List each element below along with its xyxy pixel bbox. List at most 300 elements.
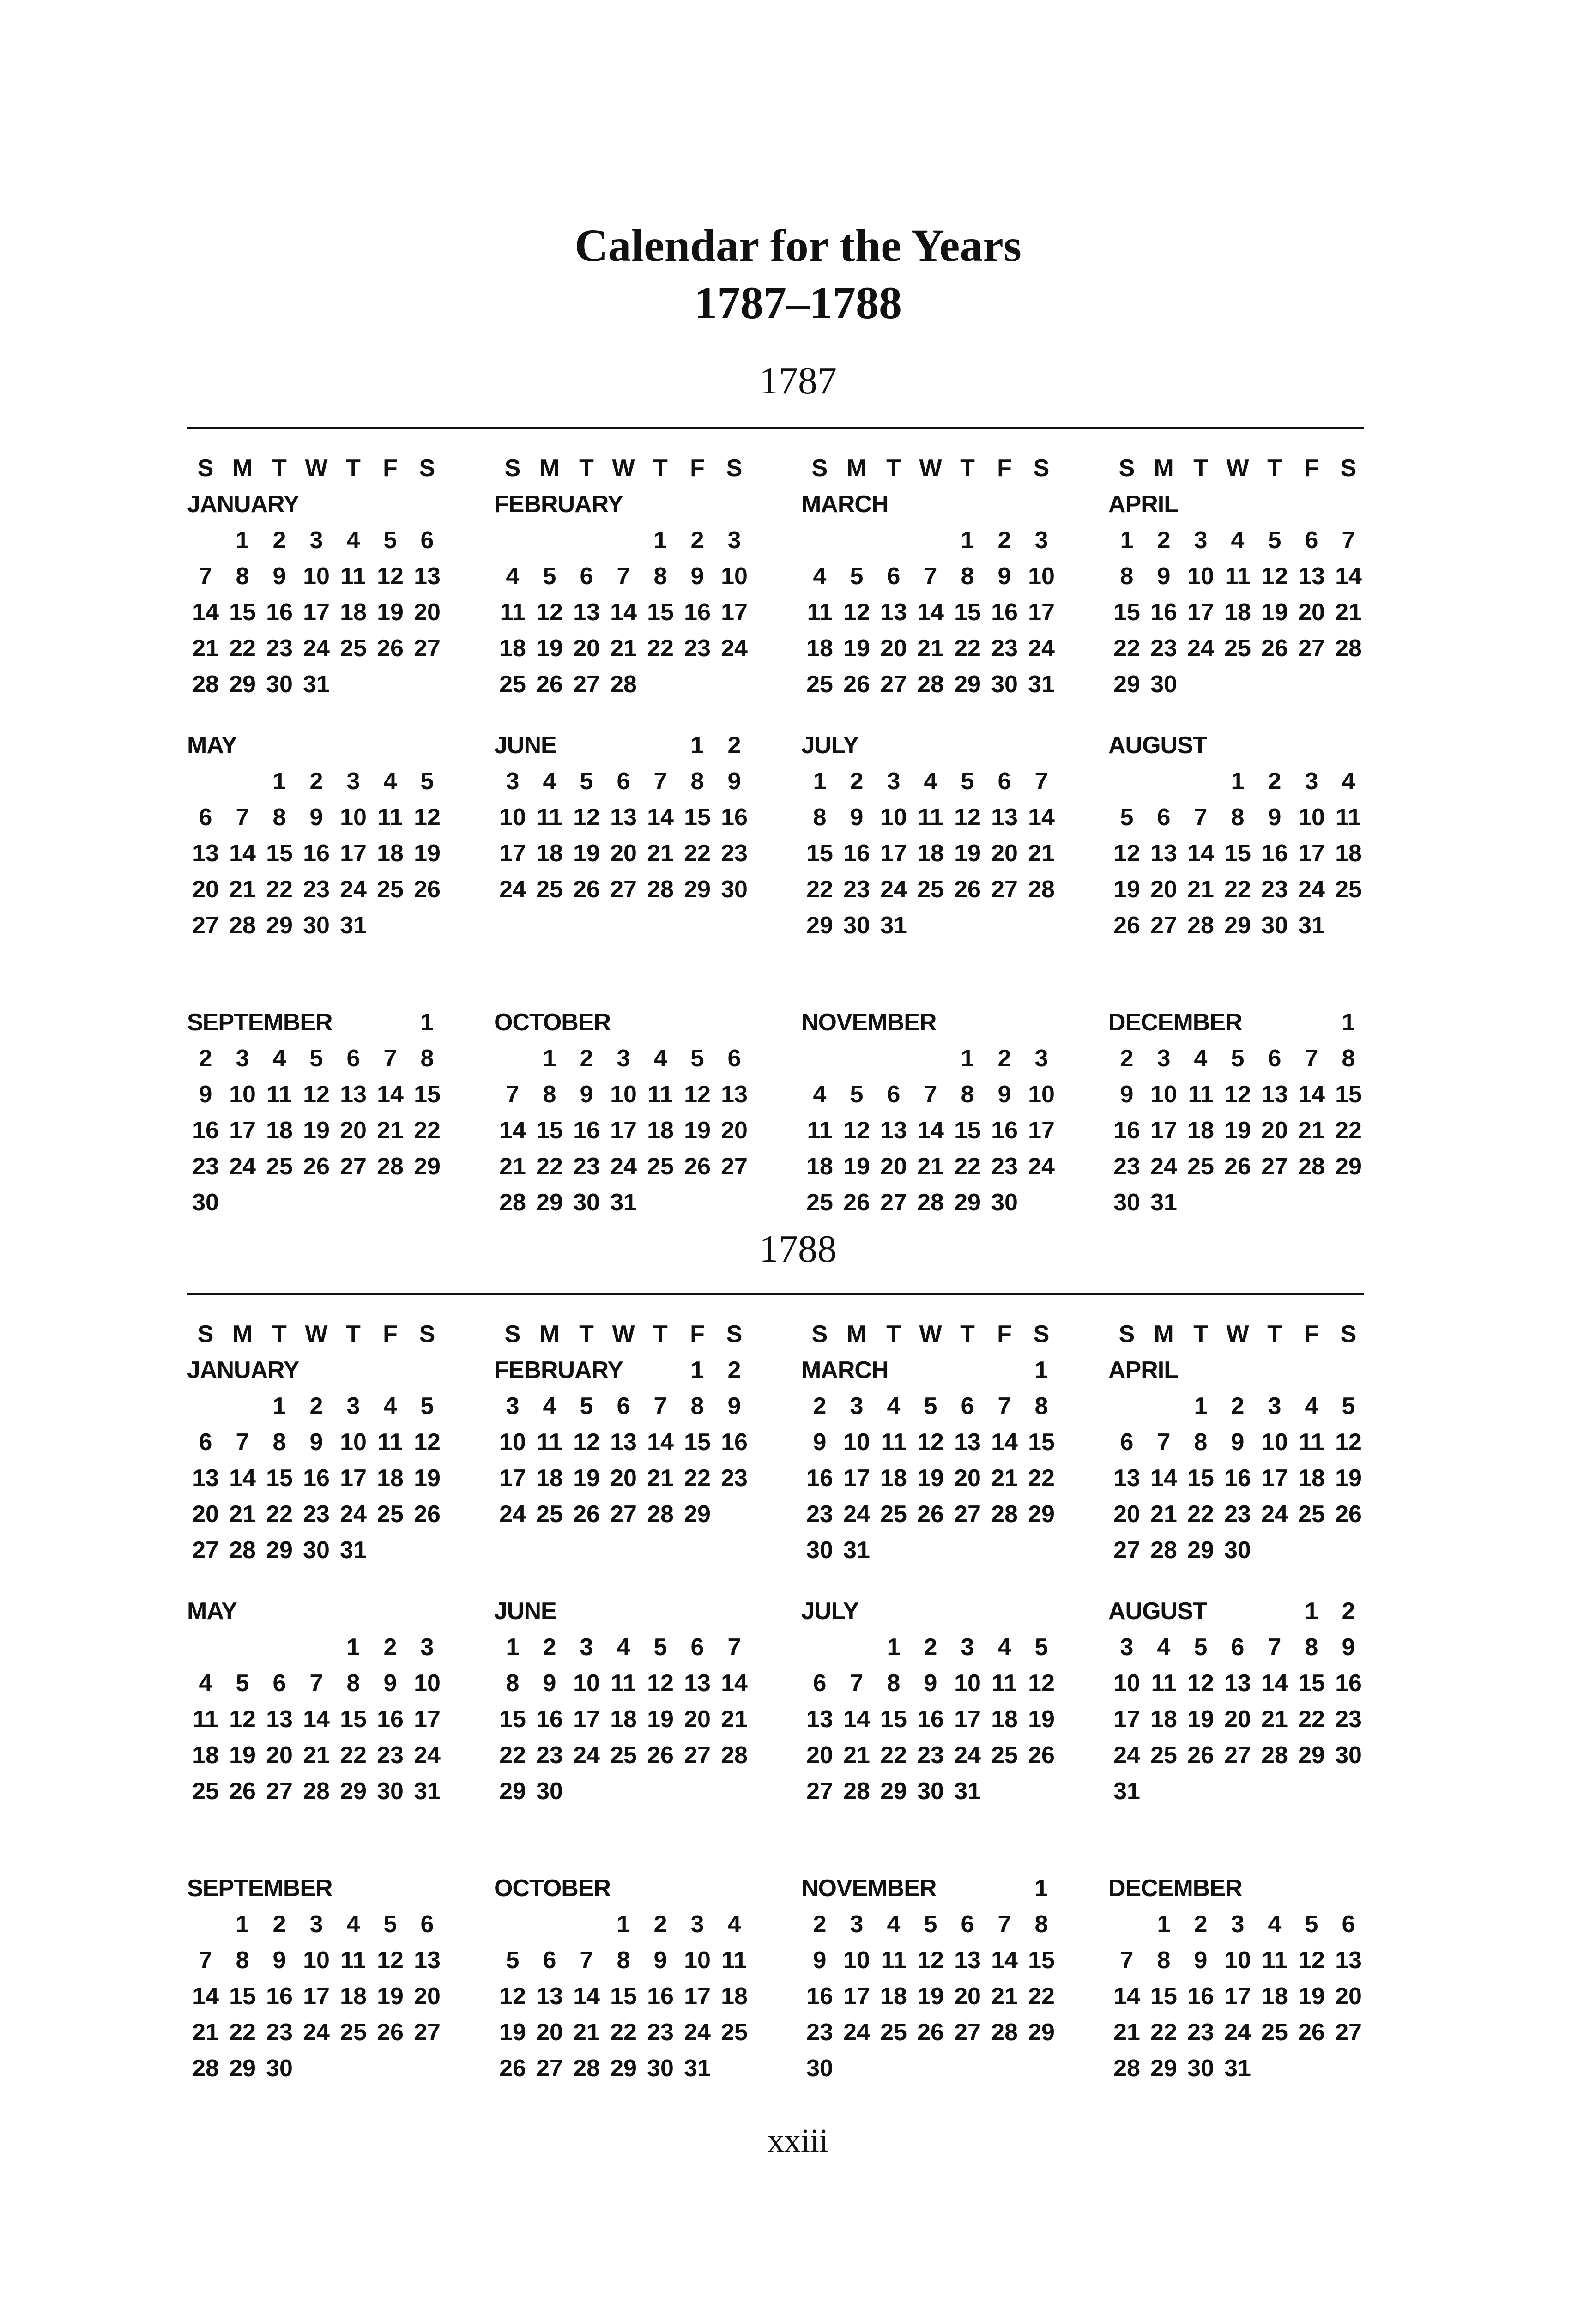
day-cell: 28 [1187,912,1214,939]
day-cell: 7 [199,1947,212,1974]
day-cell: 17 [721,599,748,626]
week-row [801,1942,1060,1978]
day-cell: 2 [309,768,323,795]
day-cell: 25 [721,2019,748,2046]
day-cell: 13 [340,1081,367,1108]
day-cell: 2 [1194,1911,1208,1938]
day-cell: 11 [1151,1670,1177,1697]
day-cell: 1 [346,1634,360,1661]
day-cell: 27 [954,1501,981,1528]
month-name-row [1108,486,1367,522]
month-name: JUNE [494,732,556,759]
weekday-header-row [187,450,446,486]
day-cell: 31 [1113,1778,1140,1805]
day-cell: 10 [1187,563,1214,590]
weekday-label: S [197,1321,214,1348]
day-cell: 25 [917,876,944,903]
day-cell: 15 [229,1983,256,2010]
month-name-row [801,486,1060,522]
day-cell: 16 [991,1117,1018,1144]
day-cell: 8 [1034,1911,1048,1938]
day-cell: 19 [1261,599,1288,626]
week-row [494,2014,753,2050]
weekday-label: T [1267,455,1282,482]
day-cell: 8 [1342,1045,1355,1072]
day-cell: 23 [1113,1153,1140,1180]
day-cell: 28 [647,876,674,903]
weekday-label: T [272,1321,287,1348]
month-block-june-1787 [494,727,753,907]
day-cell: 24 [414,1742,441,1769]
week-row [494,1773,753,1809]
day-cell: 12 [499,1983,526,2010]
day-cell: 17 [843,1983,870,2010]
day-cell: 25 [192,1778,219,1805]
month-name-row [1108,727,1367,763]
day-cell: 13 [192,840,219,867]
week-row [494,2050,753,2086]
day-cell: 6 [420,1911,434,1938]
day-cell: 12 [843,599,870,626]
day-cell: 9 [727,768,741,795]
weekday-label: W [919,1321,942,1348]
weekday-label: S [1118,455,1135,482]
day-cell: 29 [1335,1153,1362,1180]
day-cell: 16 [917,1706,944,1733]
day-cell: 15 [880,1706,907,1733]
day-cell: 1 [961,527,974,554]
weekday-label: W [612,1321,635,1348]
month-block-november-1787 [801,1004,1060,1221]
day-cell: 22 [610,2019,637,2046]
day-cell: 14 [303,1706,330,1733]
day-cell: 17 [1224,1983,1251,2010]
week-row [801,666,1060,702]
day-cell: 8 [1305,1634,1318,1661]
month-name: JUNE [494,1598,556,1625]
week-row [1108,835,1367,871]
weekday-label: F [690,1321,705,1348]
month-name-row [187,1352,446,1388]
day-cell: 1 [272,768,286,795]
day-cell: 5 [1268,527,1282,554]
day-cell: 3 [1034,1045,1048,1072]
day-cell: 22 [647,635,674,662]
day-cell: 9 [813,1429,827,1456]
week-row [1108,1942,1367,1978]
day-cell: 10 [340,1429,367,1456]
week-row [1108,666,1367,702]
day-cell: 15 [1028,1429,1055,1456]
day-cell: 28 [721,1742,748,1769]
day-cell: 27 [1335,2019,1362,2046]
month-block-february-1787 [494,450,753,702]
day-cell: 19 [647,1706,674,1733]
day-cell: 20 [954,1983,981,2010]
day-cell: 28 [1150,1537,1177,1564]
weekday-header-row [494,1316,753,1352]
day-cell: 9 [309,804,323,831]
day-cell: 19 [303,1117,330,1144]
month-name: NOVEMBER [801,1875,937,1902]
day-cell: 2 [924,1634,937,1661]
day-cell: 9 [924,1670,937,1697]
weekday-label: S [1033,455,1050,482]
day-cell: 14 [610,599,637,626]
day-cell: 31 [880,912,907,939]
day-cell: 8 [236,1947,249,1974]
day-cell: 20 [806,1742,833,1769]
day-cell: 22 [266,876,293,903]
weekday-label: F [383,455,398,482]
day-cell: 14 [1261,1670,1288,1697]
day-cell: 22 [954,635,981,662]
day-cell: 18 [647,1117,674,1144]
day-cell: 2 [309,1393,323,1420]
day-cell: 6 [961,1393,974,1420]
weekday-header-row [1108,1316,1367,1352]
week-row [494,1388,753,1424]
week-row [1108,1906,1367,1942]
day-cell: 2 [272,1911,286,1938]
day-cell: 22 [880,1742,907,1769]
week-row [187,1737,446,1773]
week-row [187,1424,446,1460]
day-cell: 4 [887,1393,901,1420]
weekday-label: S [504,455,521,482]
day-cell: 5 [580,1393,593,1420]
day-cell: 4 [383,768,397,795]
day-cell: 26 [1028,1742,1055,1769]
day-cell: 10 [414,1670,441,1697]
week-row [187,1701,446,1737]
day-cell: 6 [580,563,593,590]
day-cell: 19 [414,1465,441,1492]
week-row [494,799,753,835]
day-cell: 27 [1150,912,1177,939]
day-cell: 30 [806,2055,833,2082]
day-cell: 18 [721,1983,748,2010]
week-row [1108,1593,1367,1629]
day-cell: 10 [721,563,748,590]
day-cell: 12 [229,1706,256,1733]
day-cell: 28 [303,1778,330,1805]
day-cell: 15 [1224,840,1251,867]
day-cell: 3 [1194,527,1208,554]
day-cell: 17 [414,1706,441,1733]
month-name: MARCH [801,1357,889,1384]
day-cell: 13 [954,1947,981,1974]
week-row [1108,1112,1367,1148]
day-cell: 24 [340,1501,367,1528]
day-cell: 21 [1335,599,1362,626]
day-cell: 24 [1261,1501,1288,1528]
day-cell: 22 [1298,1706,1325,1733]
month-name: MAY [187,732,237,759]
day-cell: 26 [229,1778,256,1805]
week-row [1108,763,1367,799]
month-block-december-1787 [1108,1004,1367,1221]
week-row [494,594,753,630]
day-cell: 20 [1335,1983,1362,2010]
day-cell: 4 [383,1393,397,1420]
week-row [494,1737,753,1773]
day-cell: 20 [192,1501,219,1528]
week-row [187,1004,446,1040]
day-cell: 6 [887,563,901,590]
day-cell: 8 [813,804,827,831]
day-cell: 16 [377,1706,404,1733]
day-cell: 6 [543,1947,556,1974]
day-cell: 28 [1113,2055,1140,2082]
day-cell: 1 [690,1357,704,1384]
weekday-label: M [232,455,253,482]
day-cell: 2 [727,732,741,759]
day-cell: 10 [303,1947,330,1974]
day-cell: 18 [880,1983,907,2010]
day-cell: 21 [192,635,219,662]
day-cell: 14 [1298,1081,1325,1108]
month-name: APRIL [1108,1357,1178,1384]
weekday-label: T [579,455,594,482]
day-cell: 21 [1261,1706,1288,1733]
month-name-row [494,1352,753,1388]
weekday-label: S [197,455,214,482]
day-cell: 13 [192,1465,219,1492]
day-cell: 20 [414,599,441,626]
day-cell: 21 [499,1153,526,1180]
week-row [187,1665,446,1701]
day-cell: 27 [573,671,600,698]
day-cell: 27 [414,2019,441,2046]
day-cell: 12 [1028,1670,1055,1697]
week-row [1108,799,1367,835]
day-cell: 28 [499,1189,526,1216]
day-cell: 17 [1113,1706,1140,1733]
day-cell: 23 [192,1153,219,1180]
day-cell: 1 [653,527,667,554]
day-cell: 26 [917,2019,944,2046]
day-cell: 25 [647,1153,674,1180]
day-cell: 1 [887,1634,901,1661]
day-cell: 4 [1305,1393,1318,1420]
day-cell: 23 [573,1153,600,1180]
day-cell: 7 [236,804,249,831]
day-cell: 26 [573,1501,600,1528]
day-cell: 25 [806,671,833,698]
week-row [1108,1978,1367,2014]
day-cell: 25 [1298,1501,1325,1528]
day-cell: 17 [1261,1465,1288,1492]
day-cell: 4 [998,1634,1011,1661]
week-row [1108,1004,1367,1040]
day-cell: 2 [998,527,1011,554]
week-row [801,2014,1060,2050]
week-row [494,1978,753,2014]
day-cell: 6 [1157,804,1171,831]
week-row [494,1701,753,1737]
day-cell: 3 [309,527,323,554]
day-cell: 23 [684,635,711,662]
day-cell: 25 [880,2019,907,2046]
day-cell: 20 [1113,1501,1140,1528]
month-block-october-1787 [494,1004,753,1221]
day-cell: 3 [1120,1634,1134,1661]
day-cell: 21 [647,1465,674,1492]
day-cell: 4 [1194,1045,1208,1072]
week-row [494,1496,753,1532]
day-cell: 17 [1298,840,1325,867]
month-block-september-1787 [187,1004,446,1221]
week-row [1108,2014,1367,2050]
day-cell: 8 [236,563,249,590]
day-cell: 15 [954,599,981,626]
day-cell: 29 [1113,671,1140,698]
week-row [187,1773,446,1809]
month-block-august-1787 [1108,727,1367,943]
day-cell: 14 [1113,1983,1140,2010]
day-cell: 10 [1028,1081,1055,1108]
day-cell: 12 [573,804,600,831]
day-cell: 30 [917,1778,944,1805]
day-cell: 6 [1268,1045,1282,1072]
day-cell: 20 [1261,1117,1288,1144]
day-cell: 27 [610,1501,637,1528]
day-cell: 29 [1028,1501,1055,1528]
day-cell: 22 [1028,1465,1055,1492]
week-row [801,1496,1060,1532]
weekday-label: F [1304,455,1319,482]
day-cell: 18 [536,1465,563,1492]
day-cell: 24 [721,635,748,662]
day-cell: 2 [580,1045,593,1072]
day-cell: 9 [690,563,704,590]
weekday-label: W [612,455,635,482]
day-cell: 8 [690,768,704,795]
month-block-september-1788 [187,1870,446,2086]
day-cell: 7 [580,1947,593,1974]
day-cell: 28 [610,671,637,698]
day-cell: 11 [647,1081,673,1108]
week-row [801,1737,1060,1773]
year-divider-1787 [187,427,1364,429]
day-cell: 14 [229,1465,256,1492]
week-row [1108,522,1367,558]
day-cell: 21 [573,2019,600,2046]
week-row [187,594,446,630]
day-cell: 15 [806,840,833,867]
day-cell: 21 [229,876,256,903]
day-cell: 29 [266,912,293,939]
day-cell: 27 [954,2019,981,2046]
day-cell: 16 [266,1983,293,2010]
day-cell: 5 [1034,1634,1048,1661]
week-row [187,1496,446,1532]
month-block-july-1788 [801,1593,1060,1809]
day-cell: 17 [229,1117,256,1144]
week-row [1108,1737,1367,1773]
day-cell: 21 [647,840,674,867]
day-cell: 10 [1028,563,1055,590]
weekday-label: S [419,1321,435,1348]
day-cell: 21 [917,635,944,662]
week-row [801,1532,1060,1568]
day-cell: 18 [1224,599,1251,626]
day-cell: 1 [1120,527,1134,554]
weekday-label: S [1033,1321,1050,1348]
day-cell: 4 [543,768,556,795]
day-cell: 11 [807,599,833,626]
day-cell: 18 [1335,840,1362,867]
day-cell: 11 [721,1947,747,1974]
day-cell: 15 [536,1117,563,1144]
day-cell: 3 [1157,1045,1171,1072]
day-cell: 14 [573,1983,600,2010]
day-cell: 5 [1231,1045,1245,1072]
day-cell: 13 [610,1429,637,1456]
day-cell: 15 [1028,1947,1055,1974]
day-cell: 23 [806,2019,833,2046]
day-cell: 9 [309,1429,323,1456]
year-heading-1787: 1787 [759,359,837,402]
day-cell: 9 [580,1081,593,1108]
day-cell: 22 [806,876,833,903]
day-cell: 20 [954,1465,981,1492]
day-cell: 21 [377,1117,404,1144]
month-name: SEPTEMBER [187,1875,332,1902]
day-cell: 8 [1120,563,1134,590]
day-cell: 3 [346,768,360,795]
page-number: xxiii [767,2122,828,2159]
month-name: AUGUST [1108,732,1207,759]
day-cell: 12 [1187,1670,1214,1697]
month-block-december-1788 [1108,1870,1367,2086]
day-cell: 30 [721,876,748,903]
day-cell: 8 [272,804,286,831]
day-cell: 18 [806,1153,833,1180]
week-row [187,2014,446,2050]
day-cell: 17 [1187,599,1214,626]
day-cell: 7 [309,1670,323,1697]
day-cell: 28 [192,2055,219,2082]
day-cell: 30 [1261,912,1288,939]
day-cell: 26 [843,1189,870,1216]
day-cell: 16 [536,1706,563,1733]
day-cell: 27 [610,876,637,903]
day-cell: 29 [1298,1742,1325,1769]
day-cell: 20 [192,876,219,903]
weekday-label: T [346,455,361,482]
week-row [801,1773,1060,1809]
day-cell: 29 [340,1778,367,1805]
month-name-row [1108,1352,1367,1388]
day-cell: 27 [1261,1153,1288,1180]
day-cell: 7 [850,1670,864,1697]
day-cell: 26 [954,876,981,903]
day-cell: 30 [1113,1189,1140,1216]
day-cell: 29 [266,1537,293,1564]
day-cell: 28 [229,1537,256,1564]
week-row [187,799,446,835]
day-cell: 19 [573,840,600,867]
day-cell: 2 [690,527,704,554]
month-name-row [801,727,1060,763]
day-cell: 5 [1194,1634,1208,1661]
day-cell: 2 [813,1911,827,1938]
day-cell: 5 [543,563,556,590]
week-row [187,1532,446,1568]
month-name-row [801,1004,1060,1040]
